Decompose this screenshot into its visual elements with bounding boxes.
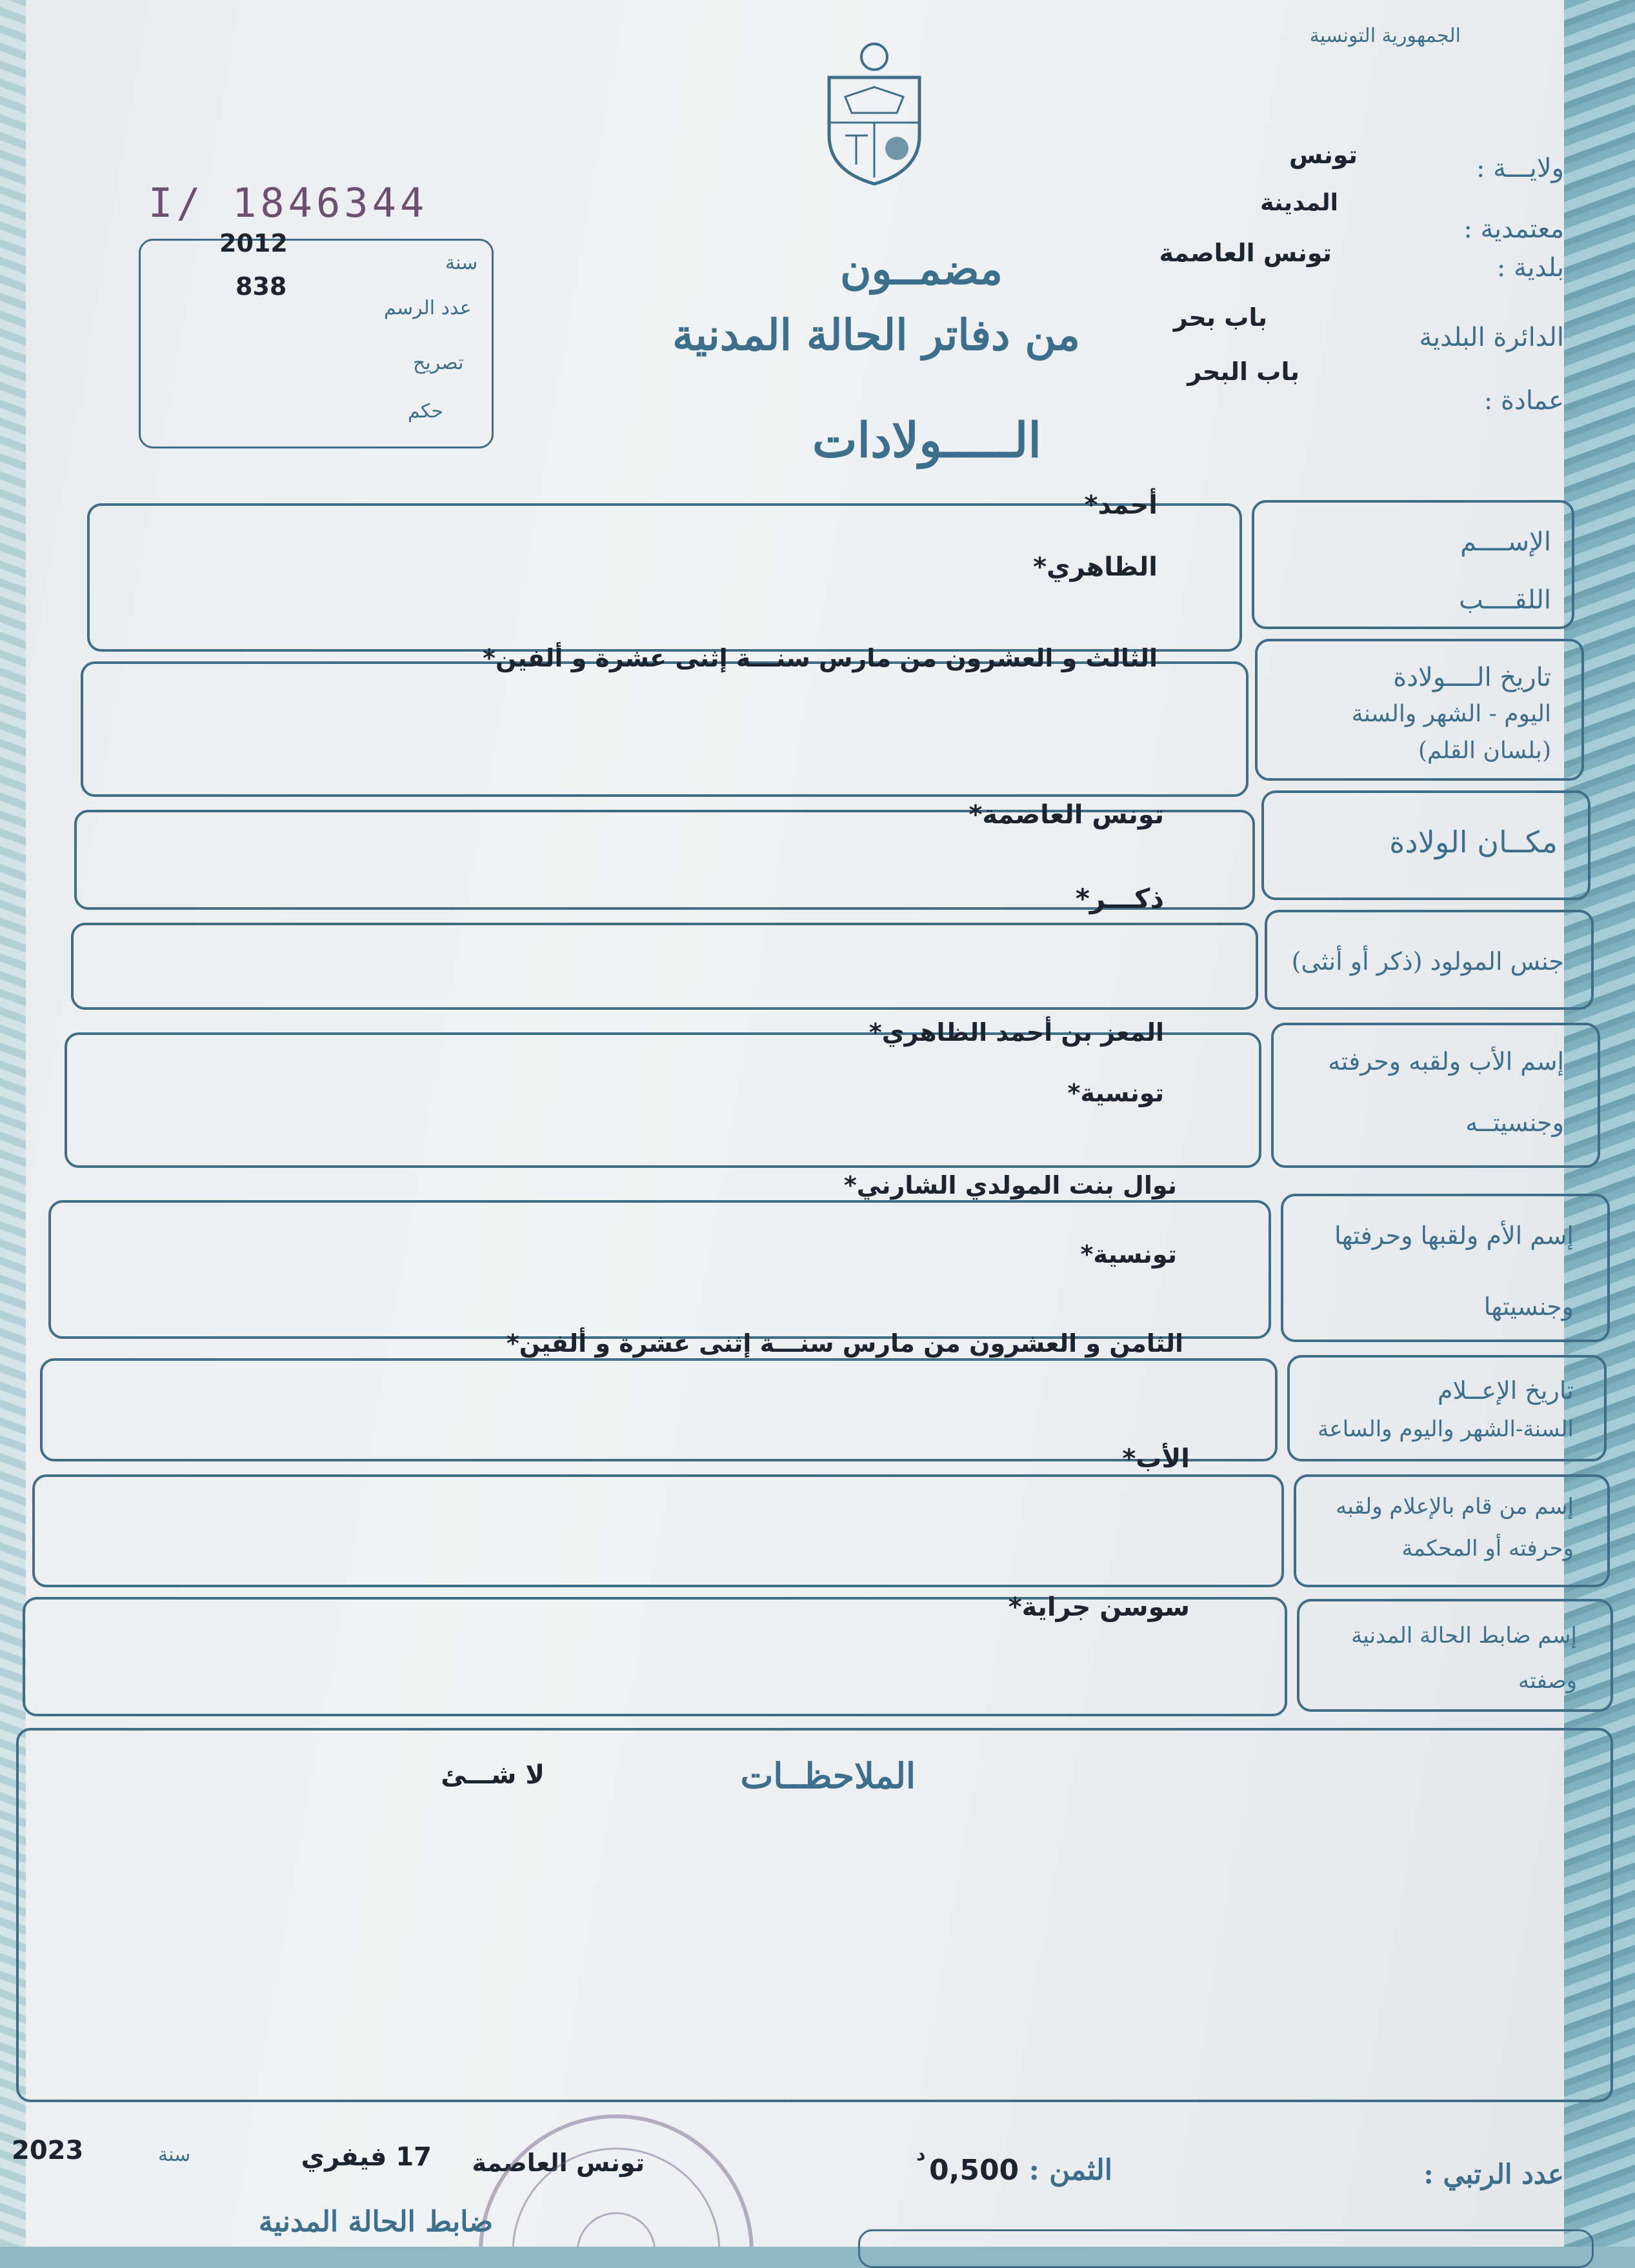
field-value-father-nationality: تونسية*: [1067, 1079, 1164, 1107]
daira-label: الدائرة البلدية: [1419, 323, 1564, 352]
daira-value: باب بحر: [1173, 303, 1267, 332]
remarks-value: لا شـــئ: [441, 1760, 545, 1790]
field-label-declaration-date-1: تاريخ الإعــلام: [1437, 1376, 1574, 1405]
field-label-birth-place: مكــان الولادة: [1389, 825, 1558, 859]
field-label-father-2: وجنسيتــه: [1465, 1109, 1564, 1137]
field-label-birth-date-2: اليوم - الشهر والسنة: [1351, 701, 1551, 727]
serial-number: I/ 1846344: [148, 179, 428, 226]
field-value-box-declaration-date: [40, 1358, 1278, 1461]
field-value-first-name: أحمد*: [1084, 490, 1158, 520]
field-label-declarant-2: وحرفته أو المحكمة: [1401, 1536, 1574, 1561]
coat-of-arms-emblem: [819, 39, 929, 187]
field-label-officer-2: وصفته: [1518, 1668, 1577, 1694]
field-label-birth-date-1: تاريخ الــــولادة: [1393, 663, 1551, 692]
title-line-1: مضمــون: [840, 244, 1003, 294]
motamadia-label: معتمدية :: [1463, 214, 1564, 244]
field-label-father-1: إسم الأب ولقبه وحرفته: [1328, 1047, 1564, 1076]
field-label-mother-1: إسم الأم ولقبها وحرفتها: [1334, 1221, 1574, 1250]
round-official-stamp: [471, 2107, 761, 2247]
omada-value: باب البحر: [1187, 357, 1299, 386]
field-label-name-2: اللقــــب: [1459, 585, 1551, 615]
record-declaration-label: تصريح: [413, 352, 464, 374]
field-value-last-name: الظاهري*: [1033, 552, 1158, 582]
remarks-label: الملاحظــات: [740, 1755, 916, 1796]
footer-date-value: 17 فيفري: [301, 2142, 432, 2172]
field-value-declaration-date: الثامن و العشرون من مارس سنـــة إثنى عشرة و ألفين*: [506, 1329, 1183, 1358]
price-unit: د: [916, 2143, 926, 2165]
record-year-value: 2012: [219, 229, 288, 257]
field-value-box-mother: [48, 1200, 1271, 1339]
price-value: 0,500: [929, 2154, 1019, 2187]
wilaya-label: ولايـــة :: [1476, 154, 1564, 183]
section-title: الـــــولادات: [812, 413, 1041, 468]
baladia-value: تونس العاصمة: [1159, 239, 1332, 267]
field-value-officer: سوسن جراية*: [1008, 1592, 1190, 1622]
motamadia-value: المدينة: [1260, 190, 1338, 216]
price-label: الثمن :: [1028, 2154, 1112, 2187]
footer-place-value: تونس العاصمة: [472, 2149, 645, 2177]
field-value-box-birth-date: [81, 661, 1249, 797]
field-value-birth-date: الثالث و العشرون من مارس سنـــة إثنى عشرة و ألفين*: [483, 644, 1158, 672]
record-year-label: سنة: [445, 252, 478, 274]
baladia-label: بلدية :: [1496, 253, 1564, 283]
field-value-birth-place: تونس العاصمة*: [968, 800, 1164, 830]
footer-year-value: 2023: [12, 2136, 84, 2165]
field-value-father-name: المعز بن أحمد الظاهري*: [868, 1018, 1164, 1047]
republic-header: الجمهورية التونسية: [1309, 25, 1461, 47]
field-label-birth-date-3: (بلسان القلم): [1418, 738, 1551, 764]
field-value-box-declarant: [32, 1474, 1284, 1587]
record-judgment-label: حكم: [408, 400, 444, 423]
field-label-name-1: الإســــم: [1460, 527, 1551, 557]
field-value-mother-nationality: تونسية*: [1080, 1240, 1177, 1269]
title-line-2: من دفاتر الحالة المدنية: [672, 310, 1080, 360]
record-number-label: عدد الرسم: [384, 297, 472, 319]
order-number-label: عدد الرتبي :: [1423, 2158, 1564, 2190]
field-label-sex: جنس المولود (ذكر أو أنثى): [1291, 947, 1564, 976]
field-value-mother-name: نوال بنت المولدي الشارني*: [843, 1171, 1177, 1199]
omada-label: عمادة :: [1483, 386, 1564, 416]
field-value-box-sex: [71, 923, 1258, 1010]
field-value-declarant: الأب*: [1122, 1444, 1190, 1474]
field-label-declaration-date-2: السنة-الشهر واليوم والساعة: [1318, 1416, 1574, 1442]
field-label-mother-2: وجنسيتها: [1483, 1292, 1574, 1321]
footer-officer-label: ضابط الحالة المدنية: [258, 2205, 493, 2238]
record-number-value: 838: [236, 272, 287, 301]
footer-year-label: سنة: [158, 2143, 191, 2166]
field-label-officer-1: إسم ضابط الحالة المدنية: [1351, 1623, 1577, 1649]
field-label-declarant-1: إسم من قام بالإعلام ولقبه: [1336, 1494, 1574, 1520]
footer-signature-box: [858, 2229, 1594, 2268]
field-value-sex: ذكـــر*: [1075, 883, 1164, 914]
wilaya-value: تونس: [1289, 141, 1358, 169]
